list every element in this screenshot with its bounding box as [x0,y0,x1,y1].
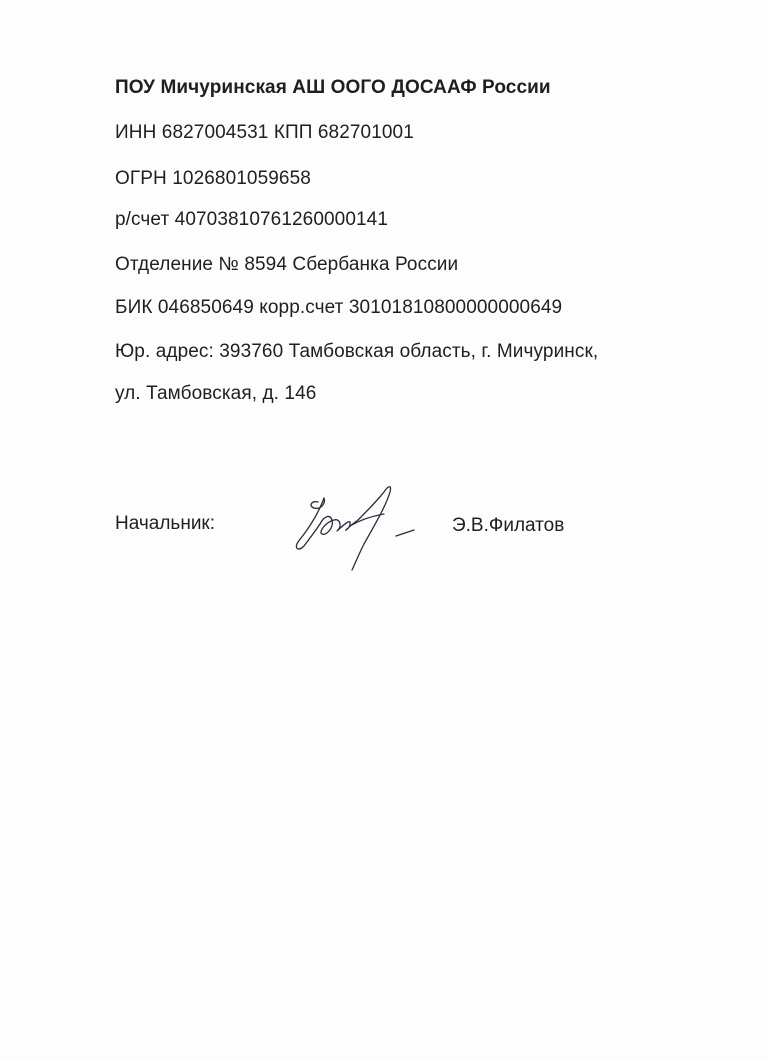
account-line: р/счет 40703810761260000141 [115,209,388,230]
signer-name: Э.В.Филатов [452,515,565,536]
address-line-2: ул. Тамбовская, д. 146 [115,383,317,404]
address-line-1: Юр. адрес: 393760 Тамбовская область, г. Мичуринск, [115,341,599,362]
bik-corr-line: БИК 046850649 корр.счет 30101810800000000649 [115,297,563,318]
bank-branch-line: Отделение № 8594 Сбербанка России [115,254,459,275]
inn-kpp-line: ИНН 6827004531 КПП 682701001 [115,122,414,143]
handwritten-signature [288,470,418,580]
organization-name: ПОУ Мичуринская АШ ООГО ДОСААФ России [115,77,551,98]
ogrn-line: ОГРН 1026801059658 [115,168,311,189]
signer-title: Начальник: [115,513,216,534]
